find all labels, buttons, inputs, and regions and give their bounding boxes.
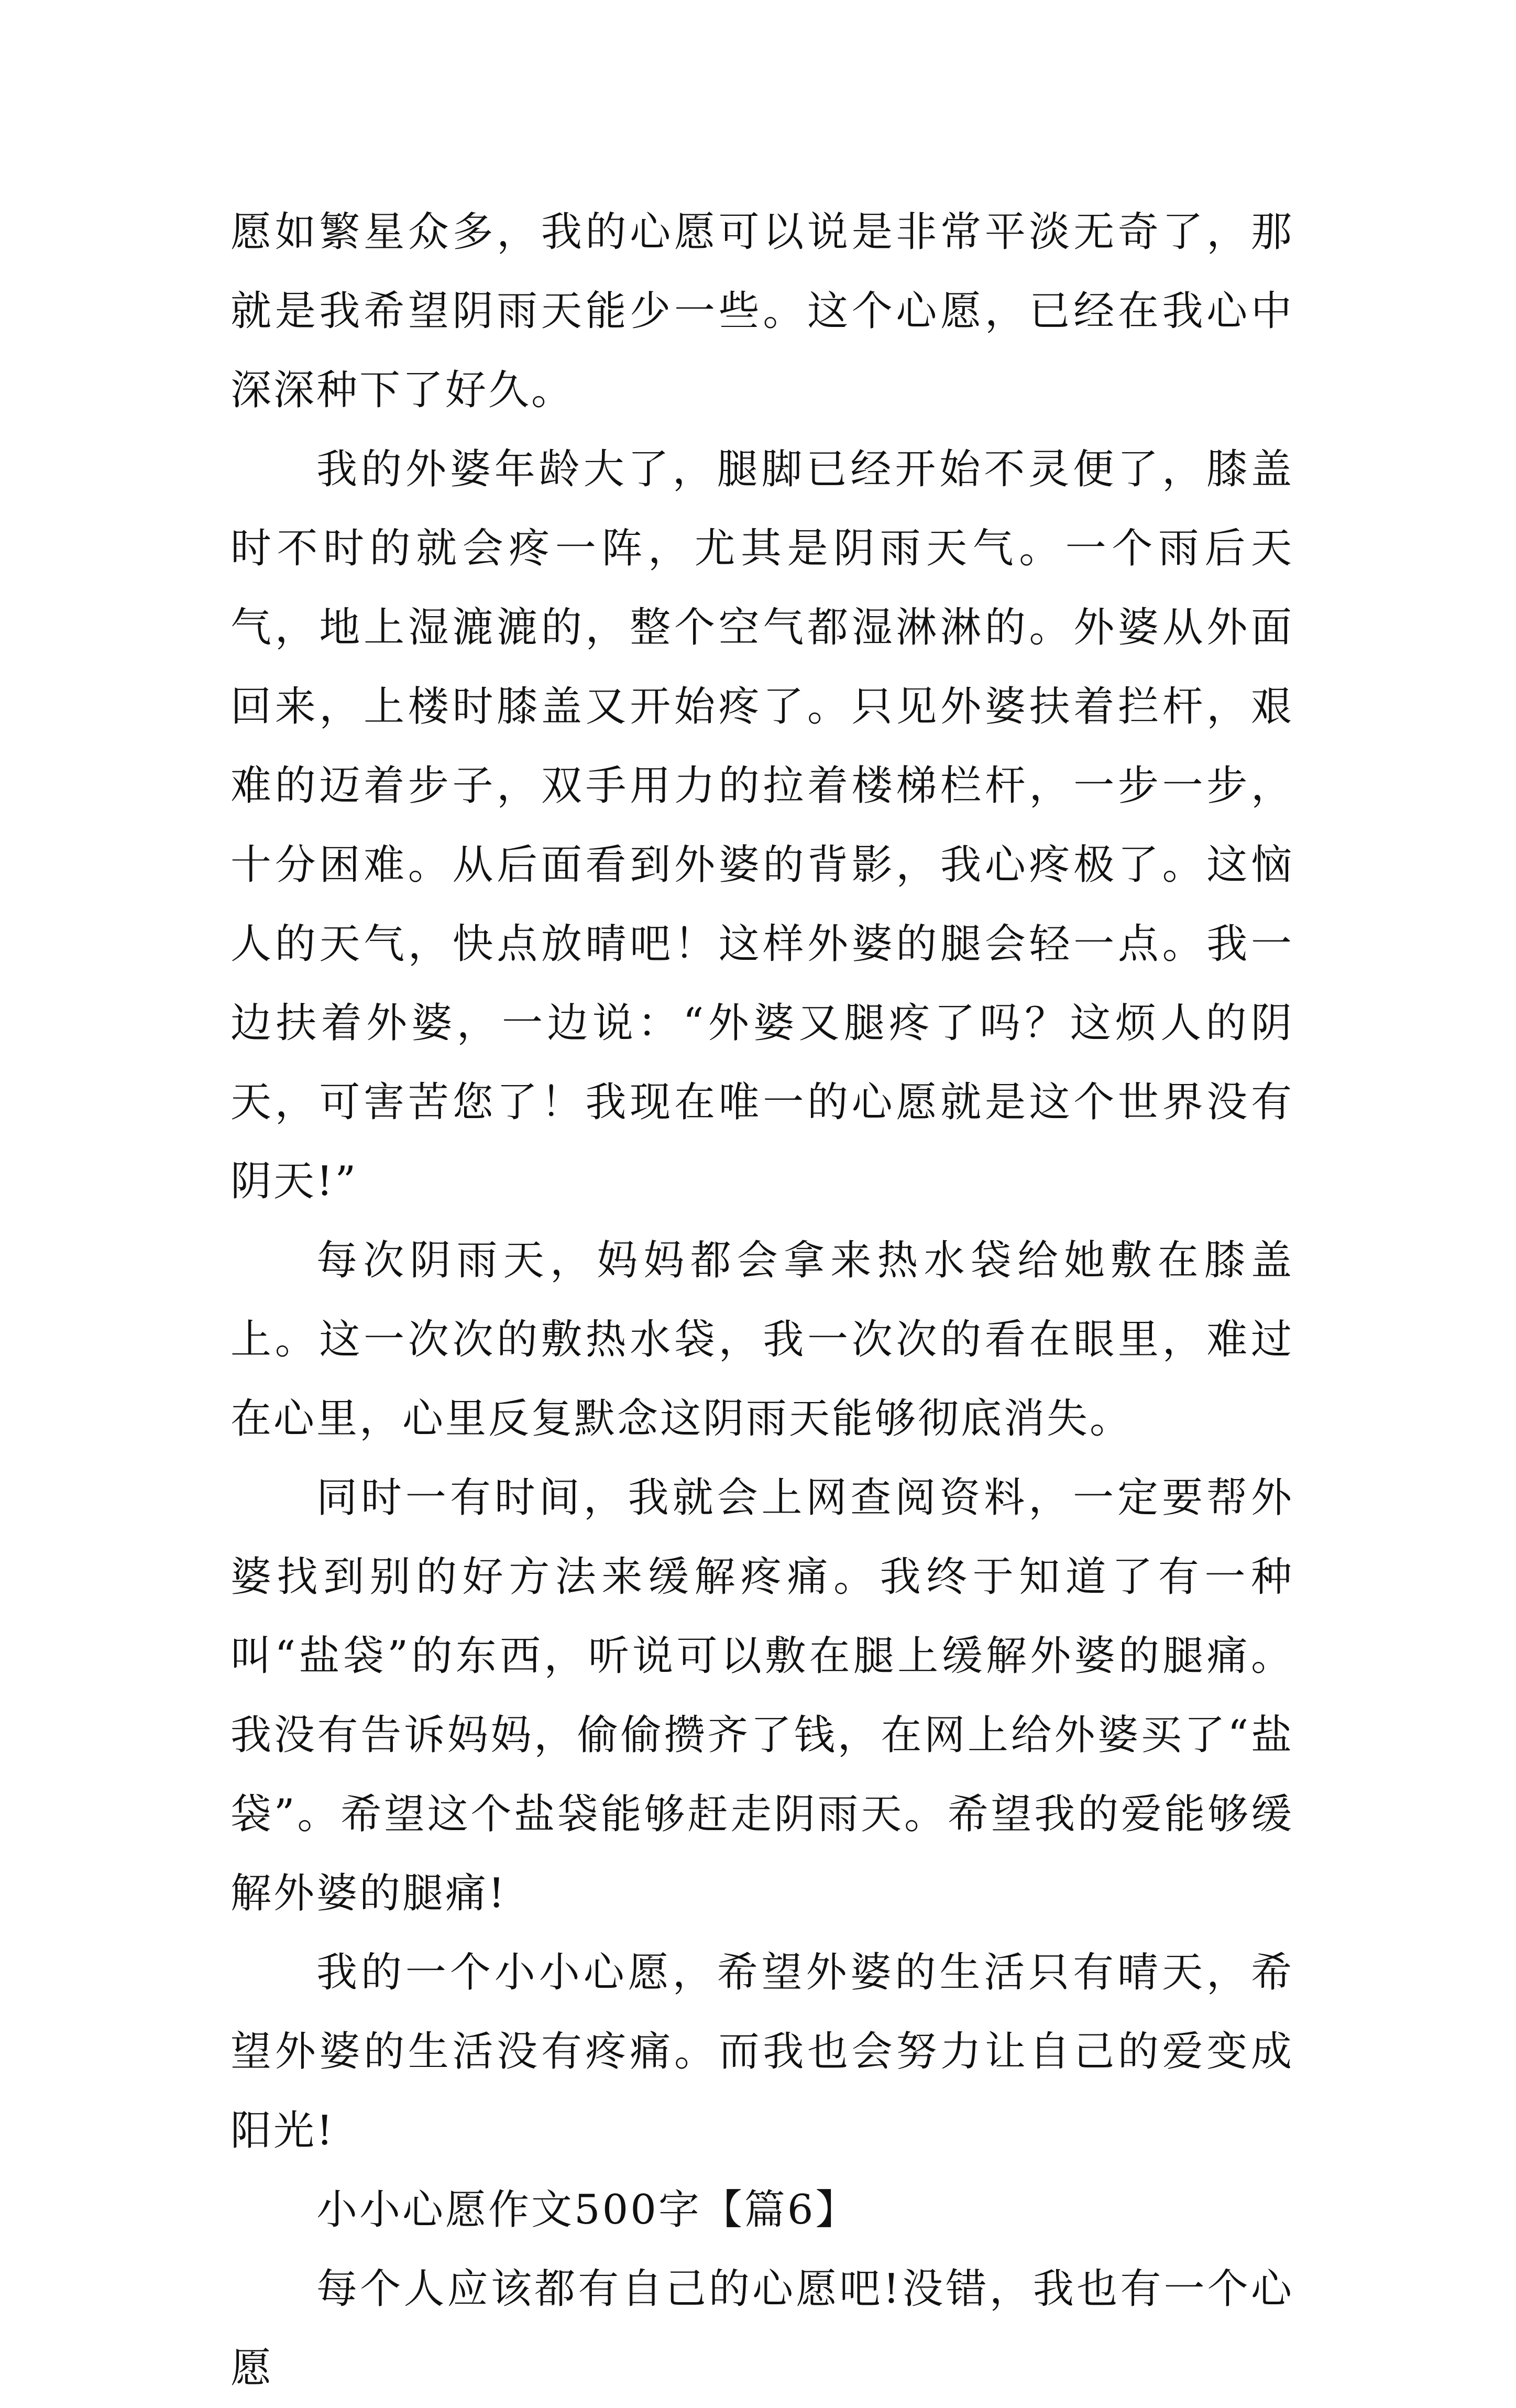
section-heading: 小小心愿作文500字【篇6】 [316, 2186, 859, 2234]
paragraph-grandma-knee: 我的外婆年龄大了，腿脚已经开始不灵便了，膝盖时不时的就会疼一阵，尤其是阴雨天气。一个雨后天气，地上湿漉漉的，整个空气都湿淋淋的。外婆从外面回来，上楼时膝盖又开始疼了。只见外婆扶着拦杆，艰难的迈着步子，双手用力的拉着楼梯栏杆，一步一步，十分困难。从后面看到外婆的背影，我心疼极了。这恼人的天气，快点放晴吧！这样外婆的腿会轻一点。我一边扶着外婆，一边说：“外婆又腿疼了吗？这烦人的阴天，可害苦您了！我现在唯一的心愿就是这个世界没有阴天!” [230, 446, 1294, 1205]
paragraph-salt-bag: 同时一有时间，我就会上网查阅资料，一定要帮外婆找到别的好方法来缓解疼痛。我终于知道了有一种叫“盐袋”的东西，听说可以敷在腿上缓解外婆的腿痛。我没有告诉妈妈，偷偷攒齐了钱，在网上给外婆买了“盐袋”。希望这个盐袋能够赶走阴雨天。希望我的爱能够缓解外婆的腿痛! [230, 1474, 1294, 1917]
paragraph-continued: 愿如繁星众多，我的心愿可以说是非常平淡无奇了，那就是我希望阴雨天能少一些。这个心愿，已经在我心中深深种下了好久。 [230, 209, 1294, 414]
paragraph-hot-water-bag: 每次阴雨天，妈妈都会拿来热水袋给她敷在膝盖上。这一次次的敷热水袋，我一次次的看在眼里，难过在心里，心里反复默念这阴雨天能够彻底消失。 [230, 1237, 1294, 1442]
document-body [230, 193, 1294, 2408]
paragraph-new-section: 每个人应该都有自己的心愿吧!没错，我也有一个心愿 [230, 2265, 1294, 2392]
paragraph-wish: 我的一个小小心愿，希望外婆的生活只有晴天，希望外婆的生活没有疼痛。而我也会努力让自己的爱变成阳光! [230, 1949, 1294, 2154]
